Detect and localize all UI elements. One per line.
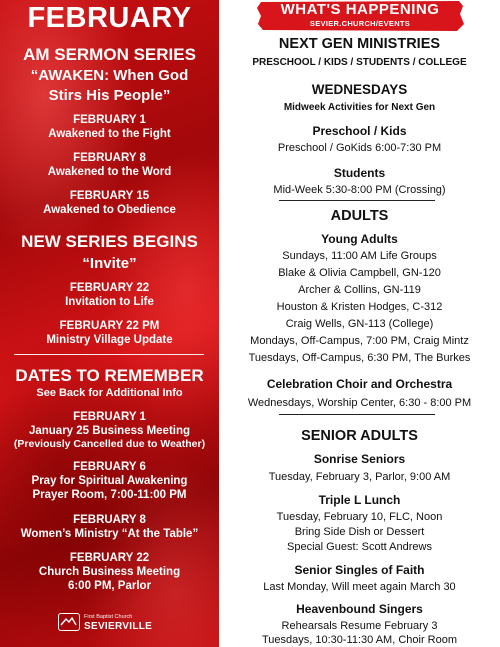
banner-title: WHAT'S HAPPENING (280, 1, 440, 18)
young-adults-line-1: Sundays, 11:00 AM Life Groups (282, 250, 437, 262)
young-adults-line-6: Mondays, Off-Campus, 7:00 PM, Craig Mintz (250, 335, 469, 347)
date-item-3-line1: Women’s Ministry “At the Table” (20, 528, 199, 540)
triple-l-line-1: Tuesday, February 10, FLC, Noon (276, 511, 443, 523)
wednesdays-heading: WEDNESDAYS (311, 82, 408, 97)
choir-heading: Celebration Choir and Orchestra (266, 377, 453, 391)
heavenbound-line-1: Rehearsals Resume February 3 (281, 620, 438, 632)
february-panel (0, 0, 219, 647)
sermon-date-2: FEBRUARY 8 (73, 152, 146, 164)
preschool-heading: Preschool / Kids (312, 124, 407, 138)
sonrise-heading: Sonrise Seniors (313, 452, 406, 466)
sermon-title-2: Awakened to the Word (47, 166, 172, 178)
divider (279, 414, 435, 415)
wednesdays-subheading: Midweek Activities for Next Gen (283, 102, 436, 113)
next-gen-subheading: PRESCHOOL / KIDS / STUDENTS / COLLEGE (252, 57, 467, 68)
students-heading: Students (333, 166, 386, 180)
whats-happening-banner (255, 0, 465, 32)
sermon-date-1: FEBRUARY 1 (73, 114, 146, 126)
singles-text: Last Monday, Will meet again March 30 (263, 581, 456, 593)
logo-church-label: First Baptist Church (84, 614, 133, 620)
date-item-2-line1: Pray for Spiritual Awakening (31, 475, 188, 487)
sermon-title-1: Awakened to the Fight (48, 128, 171, 140)
date-item-1-line2: (Previously Cancelled due to Weather) (13, 438, 206, 450)
divider (14, 354, 204, 355)
divider (279, 200, 435, 201)
triple-l-line-3: Special Guest: Scott Andrews (287, 541, 432, 553)
young-adults-line-2: Blake & Olivia Campbell, GN-120 (278, 267, 441, 279)
next-gen-heading: NEXT GEN MINISTRIES (278, 36, 441, 52)
dates-subheading: See Back for Additional Info (36, 387, 183, 399)
dates-heading: DATES TO REMEMBER (15, 366, 204, 385)
young-adults-line-7: Tuesdays, Off-Campus, 6:30 PM, The Burkes (248, 352, 471, 364)
date-item-4-line1: Church Business Meeting (38, 566, 181, 578)
sermon-date-3: FEBRUARY 15 (69, 190, 150, 202)
new-series-title-2: Ministry Village Update (46, 334, 173, 346)
heavenbound-heading: Heavenbound Singers (296, 602, 423, 616)
date-item-2-date: FEBRUARY 6 (73, 461, 146, 473)
new-series-name: “Invite” (82, 255, 137, 272)
date-item-2-line2: Prayer Room, 7:00-11:00 PM (32, 489, 187, 501)
banner-url: SEVIER.CHURCH/EVENTS (309, 19, 411, 28)
date-item-4-date: FEBRUARY 22 (69, 552, 150, 564)
senior-adults-heading: SENIOR ADULTS (301, 428, 418, 444)
sermon-series-heading: AM SERMON SERIES (23, 45, 196, 64)
new-series-title-1: Invitation to Life (65, 296, 154, 308)
logo-church-name: SEVIERVILLE (84, 621, 153, 632)
triple-l-heading: Triple L Lunch (318, 493, 401, 507)
sonrise-text: Tuesday, February 3, Parlor, 9:00 AM (268, 471, 451, 483)
young-adults-line-5: Craig Wells, GN-113 (College) (285, 318, 434, 330)
choir-text: Wednesdays, Worship Center, 6:30 - 8:00 PM (247, 397, 472, 409)
students-text: Mid-Week 5:30-8:00 PM (Crossing) (273, 184, 446, 196)
sermon-series-name-line1: “AWAKEN: When God (30, 67, 189, 84)
young-adults-line-3: Archer & Collins, GN-119 (298, 284, 421, 296)
mountain-logo-icon (58, 613, 80, 631)
date-item-1-date: FEBRUARY 1 (73, 411, 146, 423)
new-series-date-1: FEBRUARY 22 (69, 282, 150, 294)
sermon-series-name-line2: Stirs His People” (48, 87, 171, 104)
sermon-title-3: Awakened to Obedience (43, 204, 176, 216)
date-item-3-date: FEBRUARY 8 (73, 514, 146, 526)
heavenbound-line-2: Tuesdays, 10:30-11:30 AM, Choir Room (261, 634, 458, 646)
new-series-date-2: FEBRUARY 22 PM (59, 320, 160, 332)
adults-heading: ADULTS (330, 208, 389, 224)
church-logo (58, 611, 168, 633)
triple-l-line-2: Bring Side Dish or Dessert (294, 526, 425, 538)
date-item-1-line1: January 25 Business Meeting (28, 425, 191, 437)
date-item-4-line2: 6:00 PM, Parlor (67, 580, 152, 592)
month-title: FEBRUARY (27, 2, 192, 34)
singles-heading: Senior Singles of Faith (294, 563, 425, 577)
whats-happening-column (219, 0, 500, 647)
young-adults-heading: Young Adults (321, 232, 398, 246)
young-adults-line-4: Houston & Kristen Hodges, C-312 (276, 301, 443, 313)
new-series-heading: NEW SERIES BEGINS (21, 232, 198, 251)
preschool-text: Preschool / GoKids 6:00-7:30 PM (277, 142, 442, 154)
